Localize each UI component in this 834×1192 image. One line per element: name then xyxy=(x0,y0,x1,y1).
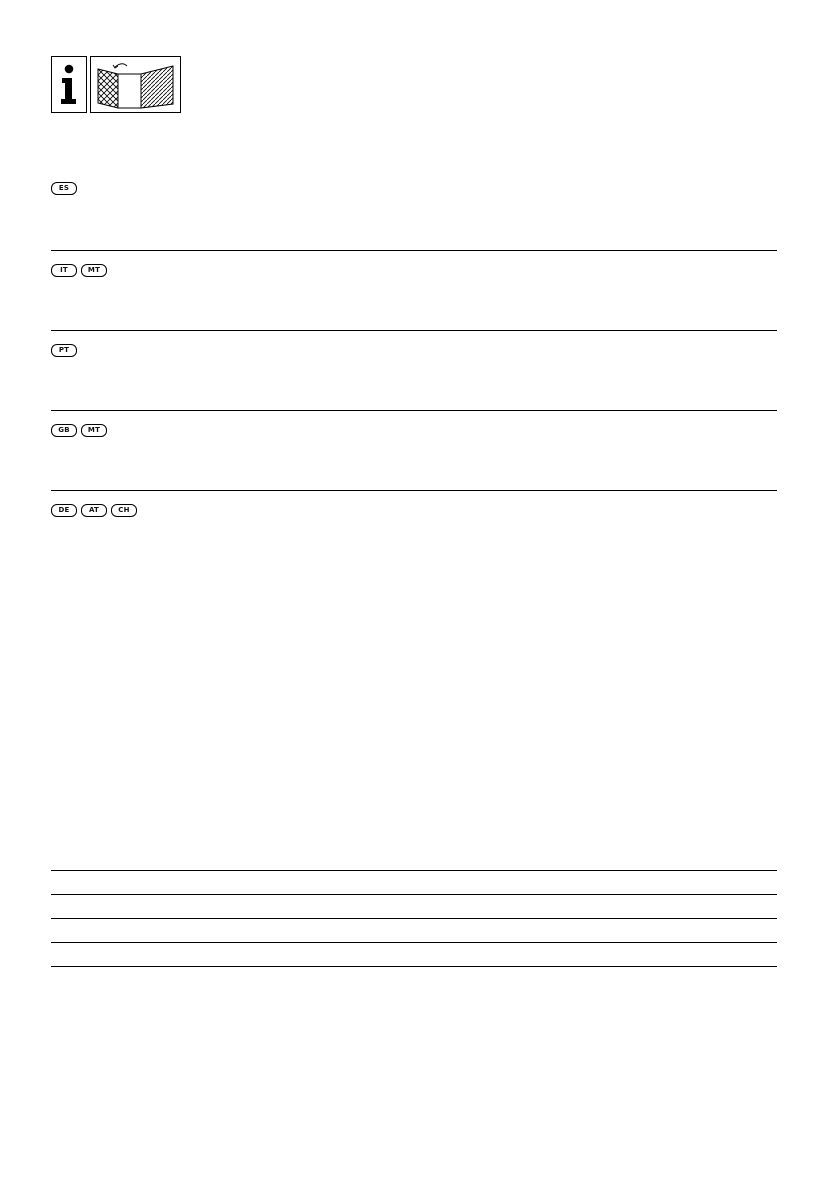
divider-line xyxy=(51,894,777,895)
section-de-at-ch xyxy=(51,490,777,871)
info-icon xyxy=(51,56,87,113)
language-badges xyxy=(51,504,137,517)
info-icon-group xyxy=(51,56,181,113)
language-badge: MT xyxy=(81,264,107,277)
fold-out-page-icon xyxy=(90,56,181,113)
language-badge: PT xyxy=(51,344,77,357)
language-badge: IT xyxy=(51,264,77,277)
language-badges xyxy=(51,264,107,277)
divider-line xyxy=(51,966,777,967)
language-badges xyxy=(51,182,77,195)
language-badge: GB xyxy=(51,424,77,437)
language-badges xyxy=(51,344,77,357)
divider-line xyxy=(51,942,777,943)
section-pt xyxy=(51,330,777,411)
language-badge: MT xyxy=(81,424,107,437)
divider-line xyxy=(51,870,777,871)
language-badge: ES xyxy=(51,182,77,195)
section-es xyxy=(51,182,777,250)
divider-line xyxy=(51,918,777,919)
language-badge: DE xyxy=(51,504,77,517)
section-gb-mt xyxy=(51,410,777,491)
language-badge: CH xyxy=(111,504,137,517)
section-it-mt xyxy=(51,250,777,331)
language-badges xyxy=(51,424,107,437)
language-badge: AT xyxy=(81,504,107,517)
